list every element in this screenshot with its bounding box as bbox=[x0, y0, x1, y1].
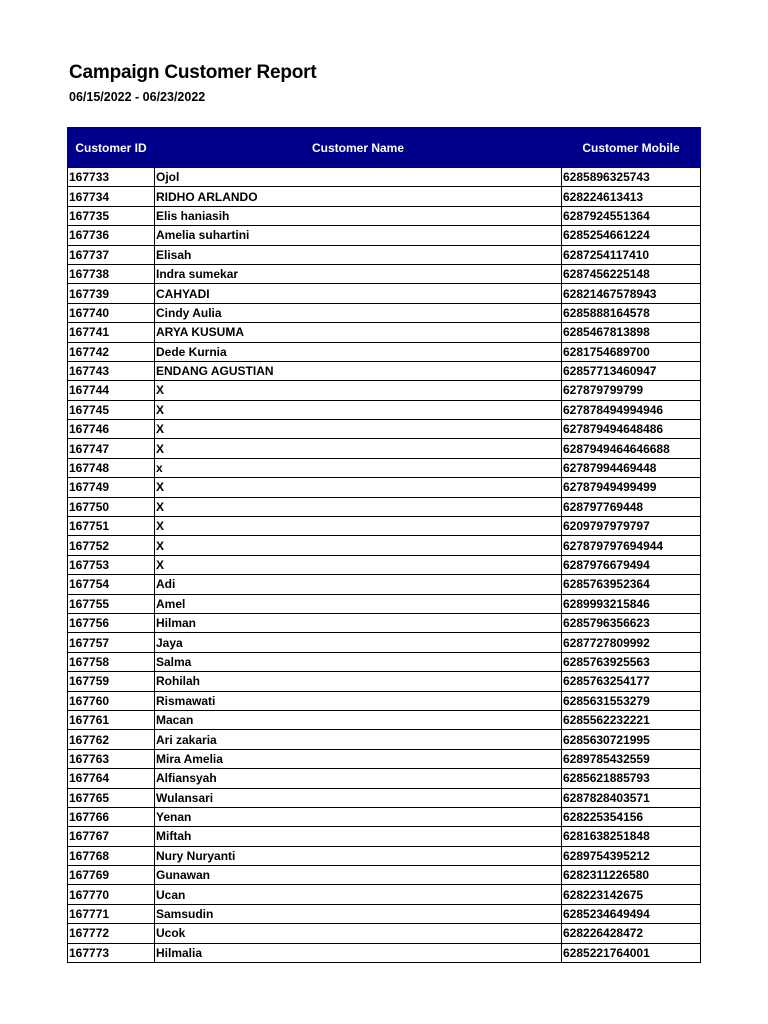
customer-id-cell: 167744 bbox=[68, 381, 155, 400]
customer-id-cell: 167773 bbox=[68, 943, 155, 962]
customer-id-cell: 167763 bbox=[68, 749, 155, 768]
customer-id-cell: 167739 bbox=[68, 284, 155, 303]
table-row bbox=[68, 904, 701, 923]
customer-id-cell: 167769 bbox=[68, 866, 155, 885]
table-row bbox=[68, 342, 701, 361]
customer-mobile-cell: 628224613413 bbox=[562, 187, 701, 206]
customer-mobile-cell: 6287924551364 bbox=[562, 206, 701, 225]
table-row bbox=[68, 943, 701, 962]
column-header-customer-id: Customer ID bbox=[68, 128, 155, 168]
customer-table bbox=[67, 127, 701, 963]
customer-id-cell: 167772 bbox=[68, 924, 155, 943]
customer-name-cell: Elis haniasih bbox=[155, 206, 562, 225]
table-header bbox=[68, 128, 701, 168]
customer-name-cell: Elisah bbox=[155, 245, 562, 264]
customer-id-cell: 167733 bbox=[68, 168, 155, 187]
customer-mobile-cell: 627879494648486 bbox=[562, 420, 701, 439]
table-row bbox=[68, 691, 701, 710]
customer-mobile-cell: 6282311226580 bbox=[562, 866, 701, 885]
table-row bbox=[68, 846, 701, 865]
customer-id-cell: 167734 bbox=[68, 187, 155, 206]
table-row bbox=[68, 168, 701, 187]
table-row bbox=[68, 749, 701, 768]
customer-mobile-cell: 6209797979797 bbox=[562, 517, 701, 536]
table-row bbox=[68, 478, 701, 497]
customer-id-cell: 167768 bbox=[68, 846, 155, 865]
table-row bbox=[68, 245, 701, 264]
customer-mobile-cell: 6281638251848 bbox=[562, 827, 701, 846]
table-row bbox=[68, 517, 701, 536]
customer-id-cell: 167746 bbox=[68, 420, 155, 439]
customer-id-cell: 167741 bbox=[68, 323, 155, 342]
customer-id-cell: 167750 bbox=[68, 497, 155, 516]
customer-id-cell: 167747 bbox=[68, 439, 155, 458]
table-row bbox=[68, 381, 701, 400]
customer-name-cell: X bbox=[155, 555, 562, 574]
customer-id-cell: 167752 bbox=[68, 536, 155, 555]
table-row bbox=[68, 633, 701, 652]
customer-mobile-cell: 6285763952364 bbox=[562, 575, 701, 594]
customer-mobile-cell: 627879799799 bbox=[562, 381, 701, 400]
customer-mobile-cell: 6287828403571 bbox=[562, 788, 701, 807]
customer-name-cell: CAHYADI bbox=[155, 284, 562, 303]
customer-id-cell: 167754 bbox=[68, 575, 155, 594]
table-row bbox=[68, 652, 701, 671]
customer-mobile-cell: 6285621885793 bbox=[562, 769, 701, 788]
customer-mobile-cell: 6285763925563 bbox=[562, 652, 701, 671]
customer-name-cell: Amel bbox=[155, 594, 562, 613]
customer-mobile-cell: 6285221764001 bbox=[562, 943, 701, 962]
customer-name-cell: Miftah bbox=[155, 827, 562, 846]
customer-name-cell: Gunawan bbox=[155, 866, 562, 885]
customer-name-cell: X bbox=[155, 420, 562, 439]
table-row bbox=[68, 613, 701, 632]
customer-id-cell: 167737 bbox=[68, 245, 155, 264]
customer-name-cell: Ucan bbox=[155, 885, 562, 904]
customer-name-cell: Rismawati bbox=[155, 691, 562, 710]
customer-name-cell: X bbox=[155, 536, 562, 555]
table-row bbox=[68, 575, 701, 594]
table-row bbox=[68, 769, 701, 788]
table-row bbox=[68, 555, 701, 574]
customer-id-cell: 167751 bbox=[68, 517, 155, 536]
customer-mobile-cell: 62787949499499 bbox=[562, 478, 701, 497]
customer-name-cell: Adi bbox=[155, 575, 562, 594]
customer-name-cell: X bbox=[155, 439, 562, 458]
customer-mobile-cell: 6285763254177 bbox=[562, 672, 701, 691]
customer-mobile-cell: 6285631553279 bbox=[562, 691, 701, 710]
customer-name-cell: Jaya bbox=[155, 633, 562, 652]
customer-name-cell: X bbox=[155, 381, 562, 400]
customer-name-cell: Hilman bbox=[155, 613, 562, 632]
customer-id-cell: 167771 bbox=[68, 904, 155, 923]
table-row bbox=[68, 788, 701, 807]
customer-id-cell: 167757 bbox=[68, 633, 155, 652]
table-row bbox=[68, 730, 701, 749]
customer-name-cell: x bbox=[155, 458, 562, 477]
customer-id-cell: 167738 bbox=[68, 264, 155, 283]
column-header-customer-mobile: Customer Mobile bbox=[562, 128, 701, 168]
table-row bbox=[68, 226, 701, 245]
customer-name-cell: Samsudin bbox=[155, 904, 562, 923]
customer-mobile-cell: 6287727809992 bbox=[562, 633, 701, 652]
table-row bbox=[68, 710, 701, 729]
customer-name-cell: Ucok bbox=[155, 924, 562, 943]
customer-mobile-cell: 6285630721995 bbox=[562, 730, 701, 749]
customer-name-cell: Macan bbox=[155, 710, 562, 729]
customer-mobile-cell: 6287456225148 bbox=[562, 264, 701, 283]
customer-id-cell: 167758 bbox=[68, 652, 155, 671]
customer-name-cell: X bbox=[155, 478, 562, 497]
customer-name-cell: Cindy Aulia bbox=[155, 303, 562, 322]
table-row bbox=[68, 206, 701, 225]
customer-id-cell: 167760 bbox=[68, 691, 155, 710]
customer-mobile-cell: 627878494994946 bbox=[562, 400, 701, 419]
customer-id-cell: 167735 bbox=[68, 206, 155, 225]
customer-mobile-cell: 628226428472 bbox=[562, 924, 701, 943]
header-row bbox=[68, 128, 701, 168]
customer-id-cell: 167765 bbox=[68, 788, 155, 807]
customer-mobile-cell: 6285467813898 bbox=[562, 323, 701, 342]
table-row bbox=[68, 420, 701, 439]
customer-name-cell: ENDANG AGUSTIAN bbox=[155, 361, 562, 380]
customer-id-cell: 167761 bbox=[68, 710, 155, 729]
customer-name-cell: X bbox=[155, 400, 562, 419]
customer-name-cell: X bbox=[155, 517, 562, 536]
customer-mobile-cell: 6285888164578 bbox=[562, 303, 701, 322]
customer-mobile-cell: 6285234649494 bbox=[562, 904, 701, 923]
customer-id-cell: 167764 bbox=[68, 769, 155, 788]
customer-mobile-cell: 62857713460947 bbox=[562, 361, 701, 380]
customer-mobile-cell: 6289754395212 bbox=[562, 846, 701, 865]
customer-mobile-cell: 6289785432559 bbox=[562, 749, 701, 768]
customer-id-cell: 167742 bbox=[68, 342, 155, 361]
customer-id-cell: 167755 bbox=[68, 594, 155, 613]
report-title: Campaign Customer Report bbox=[69, 62, 317, 83]
customer-mobile-cell: 6289993215846 bbox=[562, 594, 701, 613]
customer-mobile-cell: 6281754689700 bbox=[562, 342, 701, 361]
customer-mobile-cell: 628797769448 bbox=[562, 497, 701, 516]
customer-mobile-cell: 6287949464646688 bbox=[562, 439, 701, 458]
customer-name-cell: ARYA KUSUMA bbox=[155, 323, 562, 342]
table-row bbox=[68, 439, 701, 458]
table-row bbox=[68, 827, 701, 846]
table-row bbox=[68, 807, 701, 826]
customer-mobile-cell: 6285254661224 bbox=[562, 226, 701, 245]
customer-mobile-cell: 62787994469448 bbox=[562, 458, 701, 477]
table-row bbox=[68, 885, 701, 904]
customer-mobile-cell: 6285796356623 bbox=[562, 613, 701, 632]
table-row bbox=[68, 594, 701, 613]
customer-name-cell: Mira Amelia bbox=[155, 749, 562, 768]
customer-mobile-cell: 6287976679494 bbox=[562, 555, 701, 574]
customer-id-cell: 167749 bbox=[68, 478, 155, 497]
customer-mobile-cell: 6287254117410 bbox=[562, 245, 701, 264]
customer-id-cell: 167748 bbox=[68, 458, 155, 477]
table-body bbox=[68, 168, 701, 963]
customer-name-cell: Salma bbox=[155, 652, 562, 671]
customer-mobile-cell: 6285896325743 bbox=[562, 168, 701, 187]
customer-id-cell: 167756 bbox=[68, 613, 155, 632]
customer-name-cell: X bbox=[155, 497, 562, 516]
table-row bbox=[68, 361, 701, 380]
customer-name-cell: Dede Kurnia bbox=[155, 342, 562, 361]
customer-id-cell: 167740 bbox=[68, 303, 155, 322]
table-row bbox=[68, 323, 701, 342]
table-row bbox=[68, 866, 701, 885]
table-row bbox=[68, 924, 701, 943]
customer-mobile-cell: 628223142675 bbox=[562, 885, 701, 904]
customer-name-cell: Yenan bbox=[155, 807, 562, 826]
table-row bbox=[68, 497, 701, 516]
table-row bbox=[68, 264, 701, 283]
customer-id-cell: 167745 bbox=[68, 400, 155, 419]
table-row bbox=[68, 536, 701, 555]
customer-id-cell: 167743 bbox=[68, 361, 155, 380]
table-row bbox=[68, 303, 701, 322]
table-row bbox=[68, 187, 701, 206]
customer-id-cell: 167767 bbox=[68, 827, 155, 846]
customer-id-cell: 167766 bbox=[68, 807, 155, 826]
table-row bbox=[68, 672, 701, 691]
customer-mobile-cell: 62821467578943 bbox=[562, 284, 701, 303]
customer-mobile-cell: 6285562232221 bbox=[562, 710, 701, 729]
customer-name-cell: Nury Nuryanti bbox=[155, 846, 562, 865]
customer-id-cell: 167759 bbox=[68, 672, 155, 691]
customer-name-cell: RIDHO ARLANDO bbox=[155, 187, 562, 206]
column-header-customer-name: Customer Name bbox=[155, 128, 562, 168]
customer-id-cell: 167762 bbox=[68, 730, 155, 749]
customer-id-cell: 167770 bbox=[68, 885, 155, 904]
table-row bbox=[68, 458, 701, 477]
customer-id-cell: 167736 bbox=[68, 226, 155, 245]
customer-mobile-cell: 627879797694944 bbox=[562, 536, 701, 555]
customer-id-cell: 167753 bbox=[68, 555, 155, 574]
customer-name-cell: Ari zakaria bbox=[155, 730, 562, 749]
customer-name-cell: Wulansari bbox=[155, 788, 562, 807]
customer-name-cell: Hilmalia bbox=[155, 943, 562, 962]
customer-name-cell: Alfiansyah bbox=[155, 769, 562, 788]
customer-name-cell: Rohilah bbox=[155, 672, 562, 691]
customer-name-cell: Amelia suhartini bbox=[155, 226, 562, 245]
report-date-range: 06/15/2022 - 06/23/2022 bbox=[69, 90, 206, 104]
customer-mobile-cell: 628225354156 bbox=[562, 807, 701, 826]
customer-name-cell: Ojol bbox=[155, 168, 562, 187]
customer-name-cell: Indra sumekar bbox=[155, 264, 562, 283]
table-row bbox=[68, 400, 701, 419]
table-row bbox=[68, 284, 701, 303]
